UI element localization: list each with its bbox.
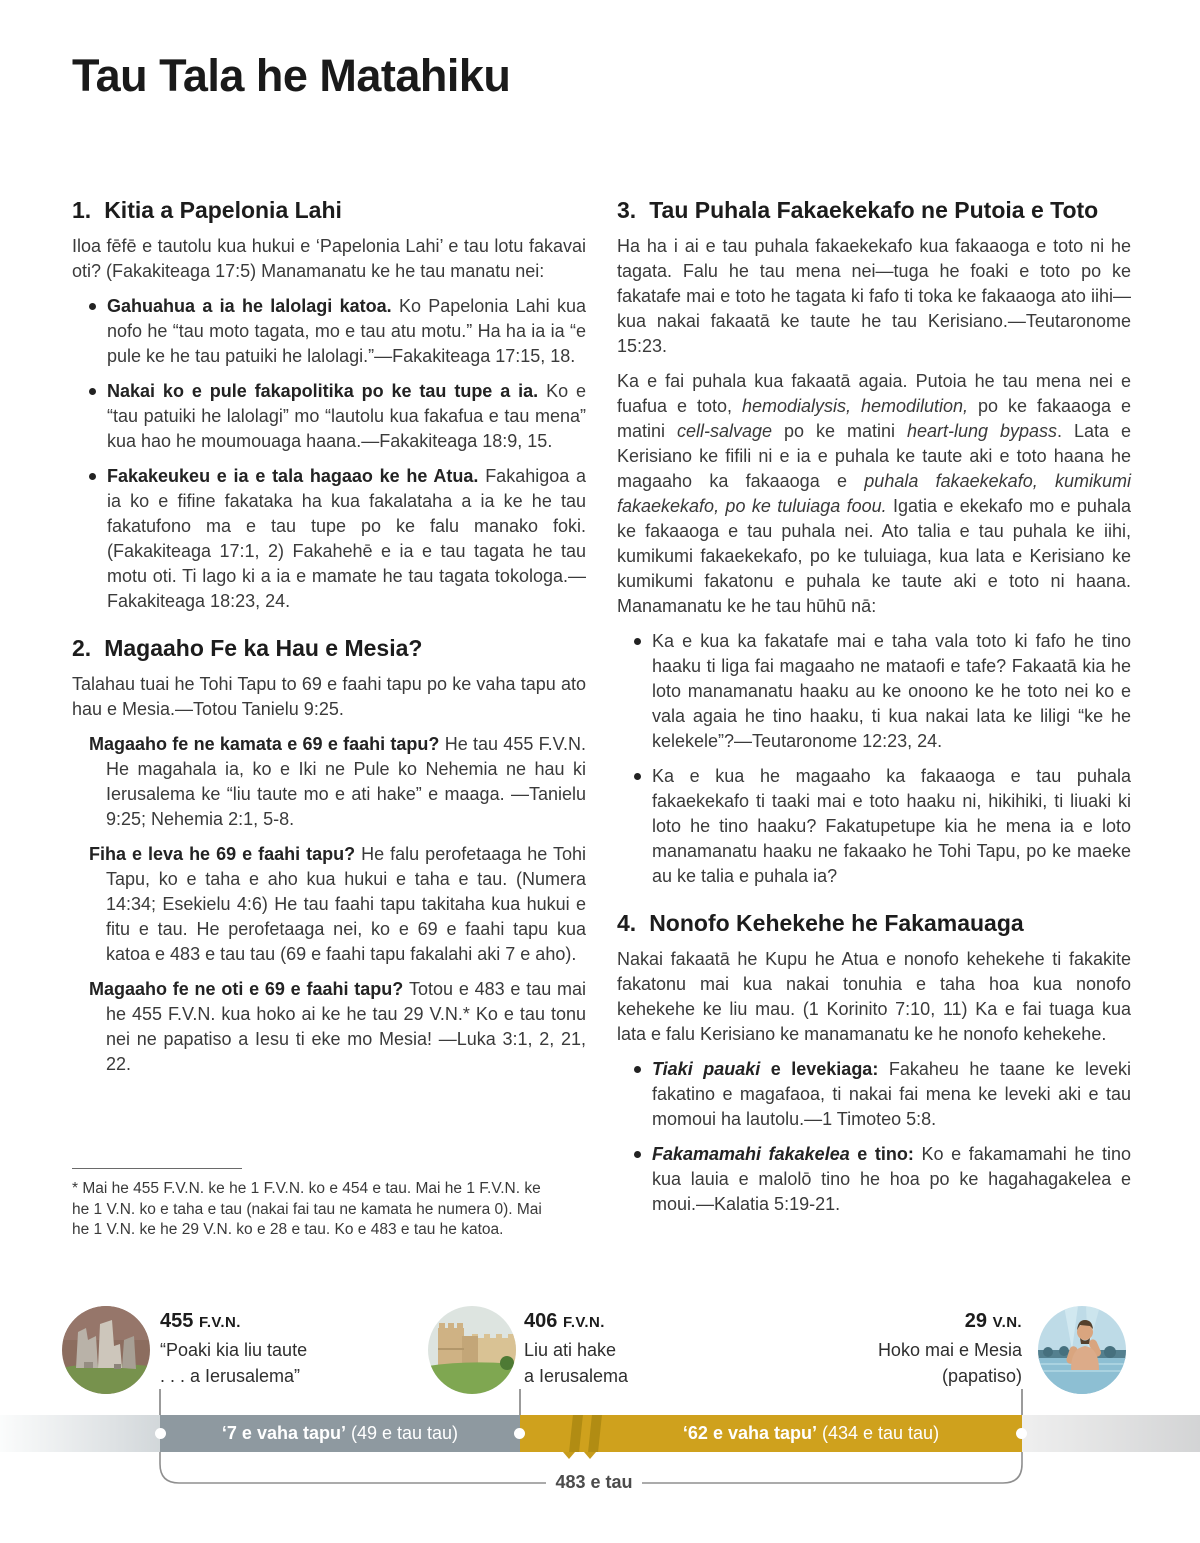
bullet-icon <box>634 638 641 645</box>
timeline-point <box>1016 1428 1027 1439</box>
page-title: Tau Tala he Matahiku <box>72 50 511 101</box>
event-caption: . . . a Ierusalema” <box>160 1366 301 1386</box>
list-item <box>617 629 1131 754</box>
section-2-heading <box>72 634 586 662</box>
era-label: V.N. <box>992 1314 1022 1331</box>
section-3-paragraph: Ka e fai puhala kua fakaatā agaia. Putoia he tau mena nei e fuafua e toto, hemodialysis, hemodilution, po ke fakaaoga e matini cell-salvage po ke matini heart-lung bypass. Lata e Kerisiano ke fifili ni e ia e puhala ke taute aki e toto haana he magaaho ka fakaaoga e puhala fakaekekafo, kumikumi fakaekekafo, po ke tuluiaga foou. Igatia e ekekafo mo e puhala ke fakaaoga e tau puhala nei. Ato talia e tau puhala ke iihi, kumikumi fakaekekafo, po ke tuluiaga, kua lata e Kerisiano ke kumikumi fakatonu e puhala ke taute aki e toto ni haana. Manamanatu ke he tau hūhū nā: <box>617 371 1131 616</box>
era-label: F.V.N. <box>562 1314 605 1331</box>
timeline-event-455 <box>160 1310 307 1389</box>
timeline-point <box>155 1428 166 1439</box>
section-title: Tau Puhala Fakaekekafo ne Putoia e Toto <box>649 197 1099 223</box>
right-column <box>617 196 1131 1227</box>
footnote-text: * Mai he 455 F.V.N. ke he 1 F.V.N. ko e 454 e tau. Mai he 1 F.V.N. ke he 1 V.N. ko e taha e tau (nakai fai tau ne kamata he numera 0). Mai he 1 V.N. ke he 29 V.N. ko e 28 e tau. Ko e 483 e tau he katoa. <box>72 1180 542 1238</box>
bullet-icon <box>634 1066 641 1073</box>
section-messiah <box>72 634 586 1077</box>
bullet-text: Fakakeukeu e ia e tala hagaao ke he Atua. Fakahigoa a ia ko e fifine fakataka ha kua fakalataha a ia ke he tau fakatufono ma e tau tupe po ke falu manako foki. (Fakakiteaga 17:1, 2) Fakahehē e ia e tau tagata he tau motu oti. Ti lago ki a ia e mamate he tau tagata tokologa.—Fakakiteaga 18:23, 24. <box>107 466 586 611</box>
timeline-trail-strip <box>1022 1415 1200 1452</box>
bullet-icon <box>89 303 96 310</box>
section-babylon <box>72 196 586 614</box>
bullet-text: Tiaki pauaki e levekiaga: Fakaheu he taane ke leveki fakatino e magafaoa, ti nakai fai mena ke leveki aki e tau momoui ha lautolu.—1 Timoteo 5:8. <box>652 1059 1131 1129</box>
timeline-tick <box>159 1389 161 1415</box>
section-title: Kitia a Papelonia Lahi <box>104 197 342 223</box>
section-number: 1. <box>72 197 92 223</box>
bullet-icon <box>634 773 641 780</box>
event-year <box>160 1310 307 1333</box>
bullet-icon <box>634 1151 641 1158</box>
question-paragraph: Magaaho fe ne oti e 69 e faahi tapu? Totou e 483 e tau mai he 455 F.V.N. kua hoko ai ke he tau 29 V.N.* Ko e tau tonu nei ne papatiso a Iesu ti eke mo Mesia! —Luka 3:1, 2, 21, 22. <box>89 979 586 1074</box>
section-separation <box>617 909 1131 1217</box>
event-caption: a Ierusalema <box>524 1366 629 1386</box>
bullet-text: Ka e kua ka fakatafe mai e taha vala toto ki fafo he tino haaku ti liga fai magaaho ne mataofi e tafe? Fakaatā kia he loto manamanatu haaku au ke onoono ke he toto nei ko e vala agaia he tino haaku, ti kua nakai lata ke liligi “ke he kelekele”?—Teutaronome 12:23, 24. <box>652 631 1131 751</box>
timeline-event-29 <box>822 1310 1022 1389</box>
rebuilt-jerusalem-image <box>428 1306 516 1394</box>
year-value: 29 <box>964 1310 988 1332</box>
bullet-text: Gahuahua a ia he lalolagi katoa. Ko Papelonia Lahi kua nofo he “tau moto tagata, mo e tau atu motu.” Ha ha ia ia “e pule ke he tau patuiki he lalolagi.”—Fakakiteaga 17:15, 18. <box>107 296 587 366</box>
list-item <box>617 1057 1131 1132</box>
total-years-label: 483 e tau <box>555 1472 633 1492</box>
section-title: Magaaho Fe ka Hau e Mesia? <box>104 635 423 661</box>
timeline-tick <box>1021 1389 1023 1415</box>
section-4-heading <box>617 909 1131 937</box>
timeline-tick <box>519 1389 521 1415</box>
seven-weeks-bar <box>160 1415 520 1452</box>
bullet-icon <box>89 473 96 480</box>
section-3-paragraph: Ha ha i ai e tau puhala fakaekekafo kua fakaaoga e toto ni he tagata. Falu he tau mena nei—tuga he foaki e toto po ke fakatafe mai e toto he tagata ki fafo ti toka ke fakaaoga ato iihi—kua nakai fakaatā ke taute he tau Kerisiano.—Teutaronome 15:23. <box>617 236 1131 356</box>
bullet-text: Ka e kua he magaaho ka fakaaoga e tau puhala fakaekekafo ti taaki mai e toto haaku ni, hikihiki, ti liuaki ki loto he tino haaku? Fakatupetupe kia he mena ia e loto manamanatu haaku ne fakaako he Tohi Tapu, po ke maeke au ke talia e puhala ia? <box>652 766 1131 886</box>
event-caption: Liu ati hake <box>524 1340 617 1360</box>
question-paragraph: Magaaho fe ne kamata e 69 e faahi tapu? He tau 455 F.V.N. He magahala ia, ko e Iki ne Pule ko Nehemia ne hau ki Ierusalema ke “liu taute mo e ati hake” e maaga. —Tanielu 9:25; Nehemia 2:1, 5-8. <box>89 734 586 829</box>
list-item <box>617 764 1131 889</box>
list-item <box>617 1142 1131 1217</box>
era-label: F.V.N. <box>198 1314 241 1331</box>
section-title: Nonofo Kehekehe he Fakamauaga <box>649 910 1024 936</box>
footnote-divider <box>72 1168 242 1169</box>
section-medical <box>617 196 1131 889</box>
section-3-heading <box>617 196 1131 224</box>
list-item <box>72 379 586 454</box>
bar-label-bold: ‘7 e vaha tapu’ <box>221 1423 346 1443</box>
list-item <box>72 464 586 614</box>
year-value: 406 <box>524 1310 558 1332</box>
section-number: 4. <box>617 910 637 936</box>
timeline-event-406 <box>524 1310 628 1389</box>
section-number: 2. <box>72 635 92 661</box>
bullet-text: Fakamamahi fakakelea e tino: Ko e fakamamahi he tino kua lauia e malolō tino he hoa po ke hagahagakelea e moui.—Kalatia 5:19-21. <box>652 1144 1131 1214</box>
bar-label-rest: (49 e tau tau) <box>345 1423 459 1443</box>
event-year <box>524 1310 628 1333</box>
bullet-icon <box>89 388 96 395</box>
section-2-intro: Talahau tuai he Tohi Tapu to 69 e faahi tapu po ke vaha tapu ato hau e Mesia.—Totou Tanielu 9:25. <box>72 674 586 719</box>
event-caption: (papatiso) <box>941 1366 1022 1386</box>
event-caption: Hoko mai e Mesia <box>877 1340 1022 1360</box>
bar-label-bold: ‘62 e vaha tapu’ <box>682 1423 817 1443</box>
section-1-intro: Iloa fēfē e tautolu kua hukui e ‘Papelonia Lahi’ e tau lotu fakavai oti? (Fakakiteaga 17:5) Manamanatu ke he tau manatu nei: <box>72 236 586 281</box>
footnote <box>72 1168 542 1241</box>
bullet-text: Nakai ko e pule fakapolitika po ke tau tupe a ia. Ko e “tau patuiki he lalolagi” mo “lautolu kua fakafua e tau mena” kua hao he moumouaga haana.—Fakakiteaga 18:9, 15. <box>107 381 586 451</box>
year-value: 455 <box>160 1310 194 1332</box>
timeline-lead-strip <box>0 1415 160 1452</box>
section-4-intro: Nakai fakaatā he Kupu he Atua e nonofo kehekehe ti fakakite fakatonu mai kua nakai tonuhia e taha hoa kua nonofo kehekehe ke liu mau. (1 Korinito 7:10, 11) Ka e fai tuaga kua lata e falu Kerisiano ke manamanatu ke he nonofo kehekehe. <box>617 949 1131 1044</box>
list-item <box>72 294 586 369</box>
event-year <box>822 1310 1022 1333</box>
timeline-point <box>514 1428 525 1439</box>
section-number: 3. <box>617 197 637 223</box>
babylon-ruins-image <box>62 1306 150 1394</box>
question-paragraph: Fiha e leva he 69 e faahi tapu? He falu perofetaaga he Tohi Tapu, ko e taha e aho kua hukui e taha e tau. (Numera 14:34; Esekielu 4:6) He tau faahi tapu takitaha kua hukui e fitu e tau. He perofetaaga nei, ko e 69 e faahi tapu kua katoa e 483 e tau tau (69 e faahi tapu fakalahi aki 7 e aho). <box>89 844 586 964</box>
event-caption: “Poaki kia liu taute <box>160 1340 308 1360</box>
section-1-heading <box>72 196 586 224</box>
left-column <box>72 196 586 1087</box>
bar-label-rest: (434 e tau tau) <box>816 1423 940 1443</box>
jesus-baptism-image <box>1038 1306 1126 1394</box>
